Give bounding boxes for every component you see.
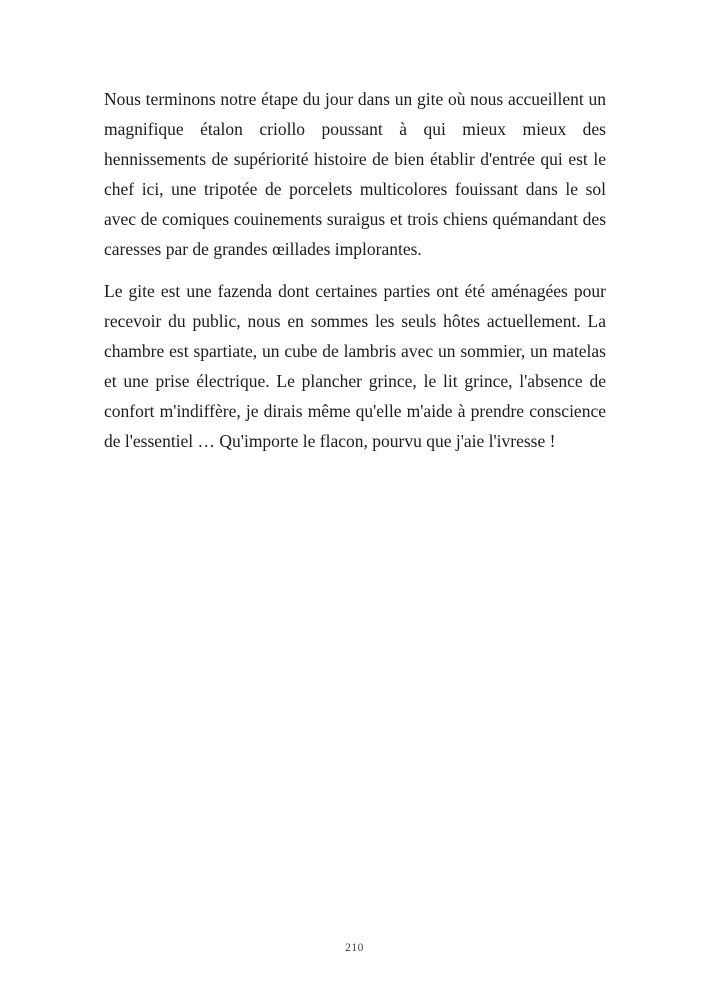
page-number: 210 bbox=[345, 942, 364, 954]
page-text-block bbox=[104, 84, 606, 468]
paragraph: Le gite est une fazenda dont certaines parties ont été aménagées pour recevoir du public, nous en sommes les seuls hôtes actuellement. La chambre est spartiate, un cube de lambris avec un sommier, un matelas et une prise électrique. Le plancher grince, le lit grince, l'absence de confort m'indiffère, je dirais même qu'elle m'aide à prendre conscience de l'essentiel … Qu'importe le flacon, pourvu que j'aie l'ivresse ! bbox=[104, 281, 606, 451]
page-footer bbox=[0, 938, 709, 956]
paragraph: Nous terminons notre étape du jour dans un gite où nous accueillent un magnifique étalon criollo poussant à qui mieux mieux des hennissements de supériorité histoire de bien établir d'entrée qui est le chef ici, une tripotée de porcelets multicolores fouissant dans le sol avec de comiques couinements suraigus et trois chiens quémandant des caresses par de grandes œillades implorantes. bbox=[104, 89, 606, 259]
